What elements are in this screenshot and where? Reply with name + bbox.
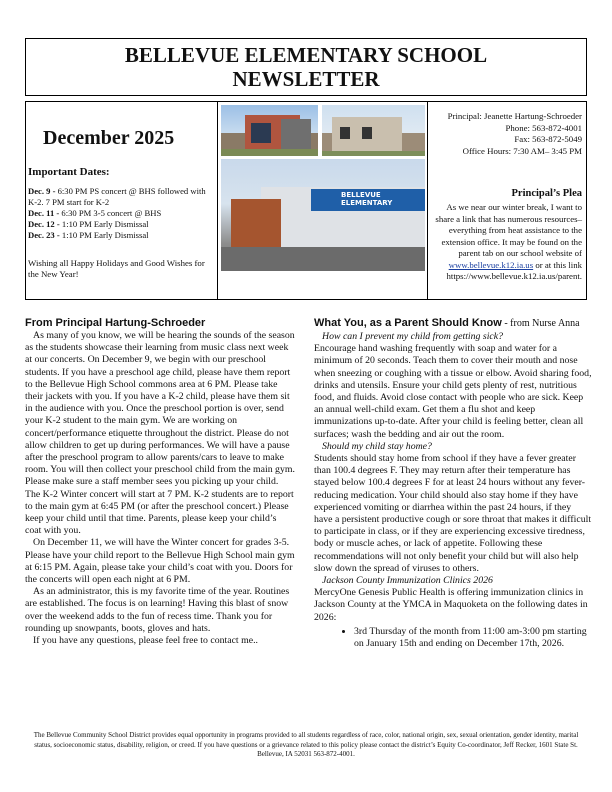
article-paragraph: As many of you know, we will be hearing the sounds of the season as the students showcase their learning from music class next week at our concerts. On December 9, we begin with our preschool students. If you have a preschool age child, please have them report to the Bellevue High School commons area at 6 PM. Please take their jackets with you. If you have a K-2 child, please have them sit in the audience with you. Once the preschool portion is over, send your K-2 student to the main gym. We are working on concert/performance etiquette throughout the district. Please do not allow children to get up during performances. We will have a pause after the preschool program to allow parents/cars to leave to make room. You will then collect your preschool child from the main gym. Please make sure a staff member sees you picking up your child. The K-2 Winter concert will start at 7 PM. K-2 students are to report to the main gym at 6:45 PM (or after the preschool concert.) Please keep your child until that time. Parents, please keep your child’s coat with you. bbox=[25, 330, 295, 537]
date-item: Dec. 12 - 1:10 PM Early Dismissal bbox=[28, 219, 149, 229]
month-heading: December 2025 bbox=[43, 127, 175, 149]
principal-plea-text: As we near our winter break, I want to share a link that has numerous resources–everything from heat assistance to the extension office. It may be found on the parent tab on our school website of www.bellevue.k12.ia.us or at this link https://www.bellevue.k12.ia.us/parent. bbox=[435, 202, 582, 281]
article-paragraph: If you have any questions, please feel free to contact me.. bbox=[33, 635, 258, 647]
nurse-article-heading: What You, as a Parent Should Know - from Nurse Anna bbox=[314, 317, 580, 329]
important-dates-title: Important Dates: bbox=[28, 166, 110, 178]
date-item: Dec. 9 - 6:30 PM PS concert @ BHS followed with K-2. 7 PM start for K-2 bbox=[28, 186, 206, 207]
principal-phone: Phone: 563-872-4001 bbox=[505, 122, 582, 133]
important-dates-list bbox=[28, 186, 213, 241]
date-item: Dec. 11 - 6:30 PM 3-5 concert @ BHS bbox=[28, 208, 162, 218]
newsletter-title-line2: NEWSLETTER bbox=[232, 67, 380, 91]
list-item: • 3rd Thursday of the month from 11:00 am-3:00 pm starting on January 15th and ending on December 17th, 2026. bbox=[354, 626, 592, 650]
article-paragraph: Students should stay home from school if they have a fever greater than 100.4 degrees F. They may return after their temperature has stayed below 100.4 degrees F for at least 24 hours without any fever-reducing medication. Your child should also stay home if they have experienced vomiting or diarrhea within the past 24 hours, if they have a persistent productive cough or sore throat that makes it difficult to participate in class, or if they are experiencing excessive tiredness, body or muscle aches, or lack of appetite. Following these recommendations will not only benefit your child but will also help slow down the spread of viruses to others. bbox=[314, 453, 592, 574]
info-box bbox=[25, 101, 587, 300]
principal-contact bbox=[430, 111, 582, 157]
principal-fax: Fax: 563-872-5049 bbox=[514, 134, 582, 145]
article-paragraph: As an administrator, this is my favorite time of the year. Routines are established. The focus is on learning! Having this blast of snow over the weekend adds to the fun of recess time. Thank you for rounding up snowpants, boots, gloves and hats. bbox=[25, 586, 290, 634]
principal-name: Principal: Jeanette Hartung-Schroeder bbox=[447, 111, 582, 121]
clinic-dates-list bbox=[314, 626, 592, 650]
question-heading: How can I prevent my child from getting sick? bbox=[322, 331, 504, 342]
principal-article bbox=[25, 316, 295, 647]
equal-opportunity-footer: The Bellevue Community School District provides equal opportunity in programs provided to all students regardless of race, color, national origin, sex, sexual orientation, gender identity, marital status, socioeconomic status, disability, religion, or creed. If you have questions or a grievance related to this policy please contact the district’s Equity Co-coordinator, Jeff Recker, 1601 State St. Bellevue, IA 52031 563-872-4001. bbox=[33, 731, 579, 759]
article-paragraph: MercyOne Genesis Public Health is offering immunization clinics in Jackson County at the YMCA in Maquoketa on the following dates in 2026: bbox=[314, 587, 588, 623]
holiday-wishes: Wishing all Happy Holidays and Good Wishes for the New Year! bbox=[28, 258, 205, 279]
divider-right bbox=[427, 102, 428, 299]
newsletter-title-line1: BELLEVUE ELEMENTARY SCHOOL bbox=[124, 43, 488, 67]
principal-article-heading: From Principal Hartung-Schroeder bbox=[25, 317, 206, 329]
article-paragraph: Encourage hand washing frequently with soap and water for a minimum of 20 seconds. Teach them to cover their mouth and nose when sneezing or coughing with a tissue or elbow. Avoid sharing food, drinks and utensils. Ensure your child gets plenty of rest, nutritious food, and fluids. Avoid close contact with people who are sick. Keep an annual well-child exam. Get them a flu shot and keep immunizations up-to-date. After your child is feeling better, clean all surfaces; wash the bedding and air out the room. bbox=[314, 343, 592, 440]
question-heading: Should my child stay home? bbox=[322, 440, 432, 452]
school-building-photo bbox=[322, 105, 425, 156]
building-sign: BELLEVUE ELEMENTARY bbox=[341, 191, 393, 207]
newsletter-title-box bbox=[25, 38, 587, 96]
principal-plea-title: Principal’s Plea bbox=[511, 188, 582, 199]
elementary-building-photo bbox=[221, 159, 425, 271]
nurse-article bbox=[314, 316, 592, 650]
office-hours: Office Hours: 7:30 AM– 3:45 PM bbox=[462, 145, 582, 156]
article-paragraph: On December 11, we will have the Winter concert for grades 3-5. Please have your child report to the Bellevue High School main gym at 6:15 PM. Again, please take your child’s coat with you. Doors for the concerts will open each night at 6 PM. bbox=[25, 537, 295, 586]
school-website-link[interactable]: www.bellevue.k12.ia.us bbox=[448, 259, 534, 270]
divider-left bbox=[217, 102, 218, 299]
date-item: Dec. 23 - 1:10 PM Early Dismissal bbox=[28, 230, 149, 240]
school-building-photo bbox=[221, 105, 318, 156]
question-heading: Jackson County Immunization Clinics 2026 bbox=[322, 575, 493, 587]
